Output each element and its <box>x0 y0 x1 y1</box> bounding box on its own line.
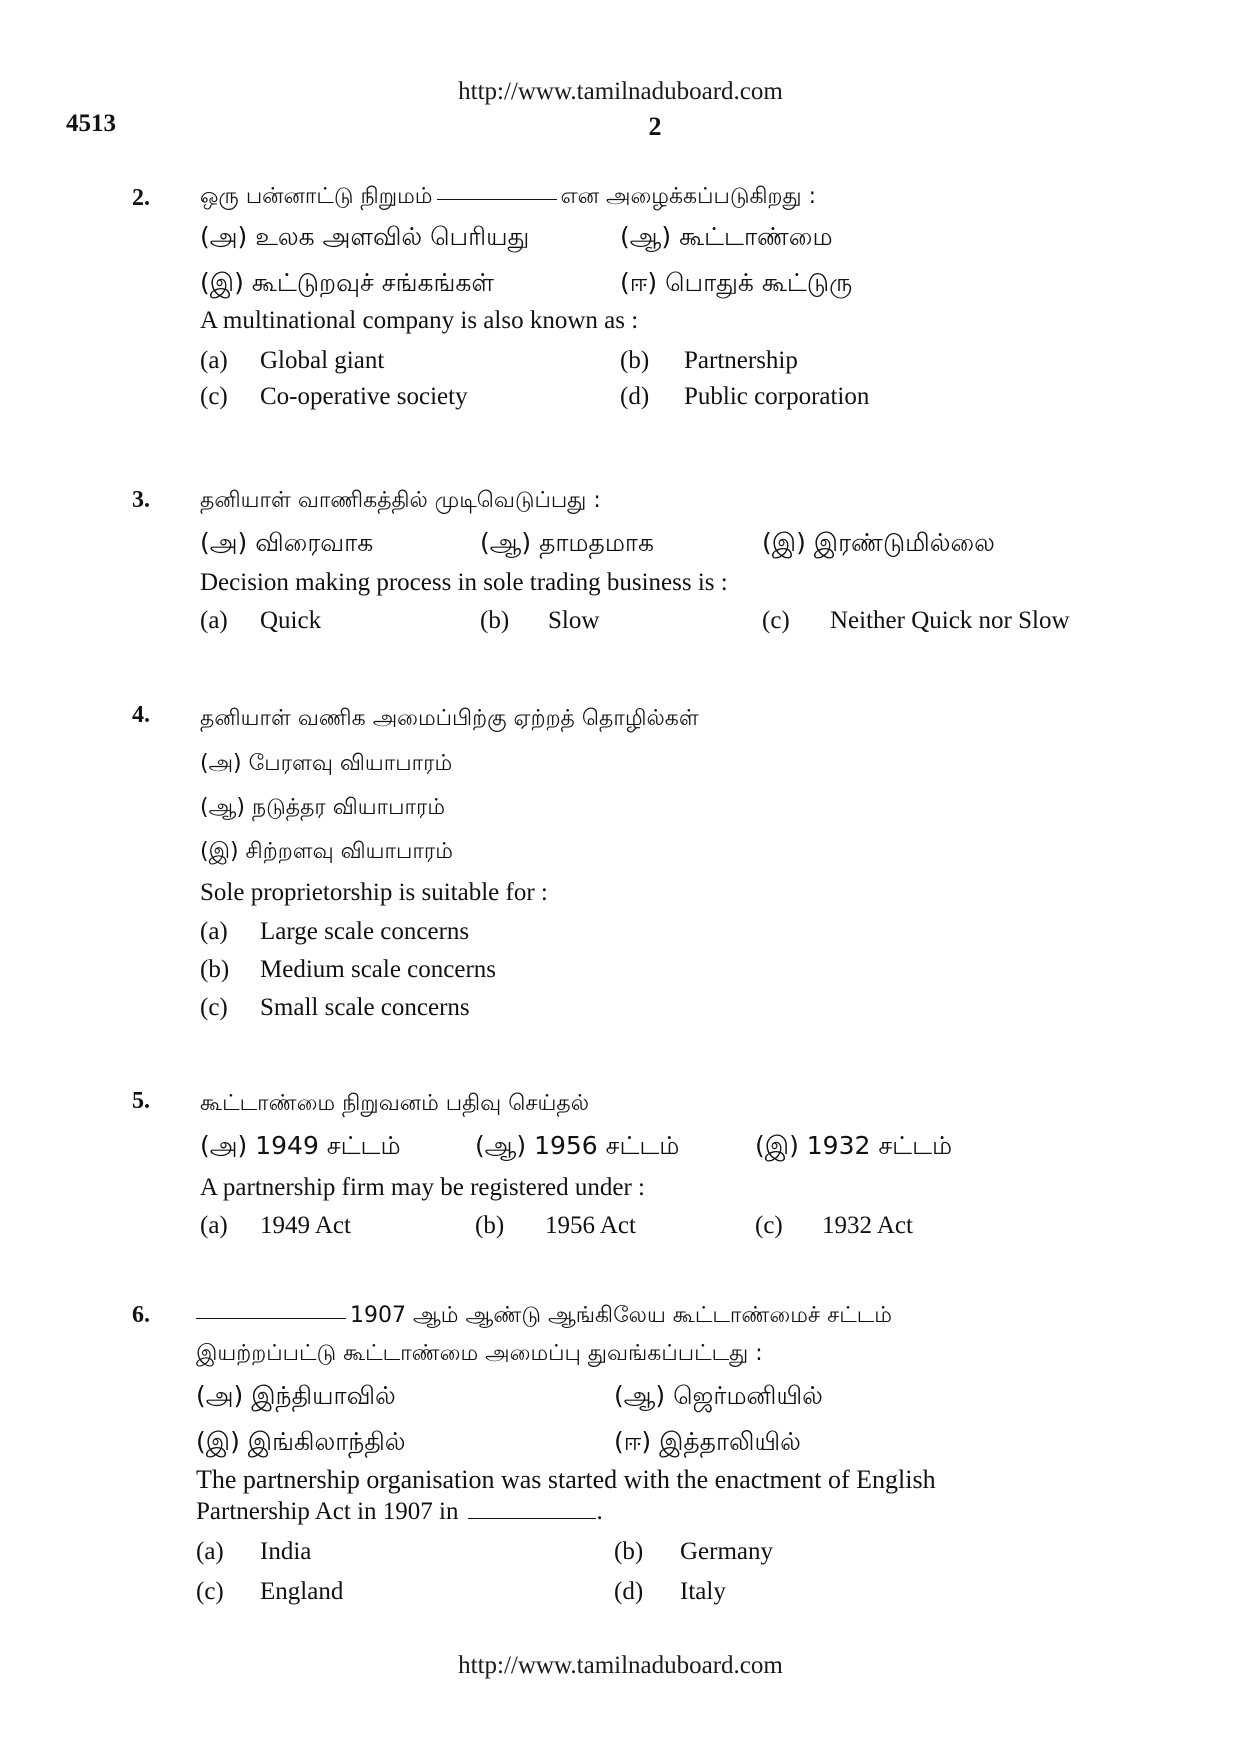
option-text: Quick <box>260 607 322 634</box>
options-row <box>200 601 1171 641</box>
tamil-option: (இ) இங்கிலாந்தில் <box>196 1427 406 1456</box>
option-text: Italy <box>680 1578 726 1605</box>
tamil-option: (இ) 1932 சட்டம் <box>755 1131 953 1160</box>
option-key: (b) <box>480 607 510 634</box>
answer-blank <box>196 1314 346 1319</box>
tamil-options-row <box>200 523 1171 565</box>
tamil-option: (அ) விரைவாக <box>200 528 374 557</box>
tamil-option: (அ) 1949 சட்டம் <box>200 1131 401 1160</box>
tamil-option: (இ) இரண்டுமில்லை <box>762 528 995 557</box>
option-key: (a) <box>196 1538 224 1565</box>
options-row <box>200 988 1171 1026</box>
english-question-line2 <box>196 1496 1169 1528</box>
tamil-options-row <box>200 263 1171 301</box>
footer-url: http://www.tamilnaduboard.com <box>458 1652 783 1679</box>
option-key: (a) <box>200 918 228 945</box>
option-text: Public corporation <box>684 383 870 410</box>
option-text: Germany <box>680 1538 774 1565</box>
answer-blank <box>468 1516 596 1519</box>
english-question: Decision making process in sole trading business is : <box>200 569 728 596</box>
english-question-end: . <box>596 1498 603 1525</box>
tamil-question-line1: 1907 ஆம் ஆண்டு ஆங்கிலேய கூட்டாண்மைச் சட்டம் <box>350 1303 892 1328</box>
options-row <box>200 912 1171 950</box>
option-key: (c) <box>200 383 228 410</box>
options-row <box>200 950 1171 988</box>
option-text: Large scale concerns <box>260 918 470 945</box>
option-key: (b) <box>620 347 650 374</box>
tamil-question-part: என அழைக்கப்படுகிறது : <box>560 184 816 209</box>
tamil-option: (ஈ) இத்தாலியில் <box>614 1427 801 1456</box>
option-text: Global giant <box>260 347 385 374</box>
options-row <box>196 1572 1169 1612</box>
tamil-option: (இ) கூட்டுறவுச் சங்கங்கள் <box>200 268 494 297</box>
tamil-option: (ஆ) 1956 சட்டம் <box>475 1131 680 1160</box>
english-question: A multinational company is also known as : <box>200 307 639 334</box>
option-key: (c) <box>196 1578 224 1605</box>
tamil-question: தனியாள் வாணிகத்தில் முடிவெடுப்பது : <box>200 488 601 513</box>
tamil-question-part: ஒரு பன்னாட்டு நிறுமம் <box>200 184 433 209</box>
english-question: A partnership firm may be registered under : <box>200 1174 645 1201</box>
question-number: 4. <box>132 702 150 728</box>
option-key: (d) <box>614 1578 644 1605</box>
question-number: 3. <box>132 487 150 513</box>
option-text: Co-operative society <box>260 383 468 410</box>
tamil-option: (அ) இந்தியாவில் <box>196 1381 396 1410</box>
tamil-question-line2: இயற்றப்பட்டு கூட்டாண்மை அமைப்பு துவங்கப்பட்டது : <box>196 1341 763 1366</box>
option-key: (c) <box>762 607 790 634</box>
english-question-line1: The partnership organisation was started with the enactment of English <box>196 1465 936 1494</box>
option-key: (a) <box>200 347 228 374</box>
option-text: Medium scale concerns <box>260 956 497 983</box>
tamil-option: (ஆ) கூட்டாண்மை <box>620 222 833 251</box>
option-key: (c) <box>755 1212 783 1239</box>
question-number: 6. <box>132 1302 150 1328</box>
option-key: (b) <box>200 956 230 983</box>
tamil-options-row <box>196 1372 1169 1420</box>
option-key: (a) <box>200 607 228 634</box>
english-question: Sole proprietorship is suitable for : <box>200 879 548 906</box>
question-number: 2. <box>132 185 150 211</box>
tamil-question <box>196 1296 1169 1336</box>
tamil-option: (ஈ) பொதுக் கூட்டுரு <box>620 268 853 297</box>
option-key: (c) <box>200 994 228 1021</box>
page-number: 2 <box>648 112 662 141</box>
paper-code: 4513 <box>66 110 116 137</box>
options-row <box>200 341 1171 377</box>
option-text: Small scale concerns <box>260 994 470 1021</box>
options-row <box>196 1532 1169 1572</box>
header-url: http://www.tamilnaduboard.com <box>458 78 783 105</box>
tamil-options-row <box>196 1420 1169 1464</box>
answer-blank <box>437 195 557 200</box>
option-text: Neither Quick nor Slow <box>830 607 1070 634</box>
option-text: 1956 Act <box>545 1212 636 1239</box>
tamil-question: கூட்டாண்மை நிறுவனம் பதிவு செய்தல் <box>200 1091 589 1116</box>
tamil-option: (இ) சிற்றளவு வியாபாரம் <box>200 839 453 864</box>
tamil-question <box>200 177 1171 217</box>
option-key: (b) <box>614 1538 644 1565</box>
english-question-text: Partnership Act in 1907 in <box>196 1498 459 1525</box>
tamil-option: (ஆ) தாமதமாக <box>480 528 654 557</box>
tamil-option: (அ) உலக அளவில் பெரியது <box>200 222 530 251</box>
tamil-options-row <box>200 1126 1171 1170</box>
option-text: 1932 Act <box>822 1212 913 1239</box>
option-key: (d) <box>620 383 650 410</box>
tamil-options-row <box>200 217 1171 263</box>
question-number: 5. <box>132 1088 150 1114</box>
option-text: Slow <box>548 607 600 634</box>
tamil-question: தனியாள் வணிக அமைப்பிற்கு ஏற்றத் தொழில்கள் <box>200 706 699 731</box>
options-row <box>200 1206 1171 1246</box>
tamil-option: (ஆ) நடுத்தர வியாபாரம் <box>200 795 446 820</box>
tamil-option: (ஆ) ஜெர்மனியில் <box>614 1381 823 1410</box>
tamil-option: (அ) பேரளவு வியாபாரம் <box>200 751 453 776</box>
option-text: India <box>260 1538 312 1565</box>
option-key: (b) <box>475 1212 505 1239</box>
option-text: England <box>260 1578 344 1605</box>
options-row <box>200 377 1171 413</box>
option-text: 1949 Act <box>260 1212 351 1239</box>
option-text: Partnership <box>684 347 798 374</box>
option-key: (a) <box>200 1212 228 1239</box>
